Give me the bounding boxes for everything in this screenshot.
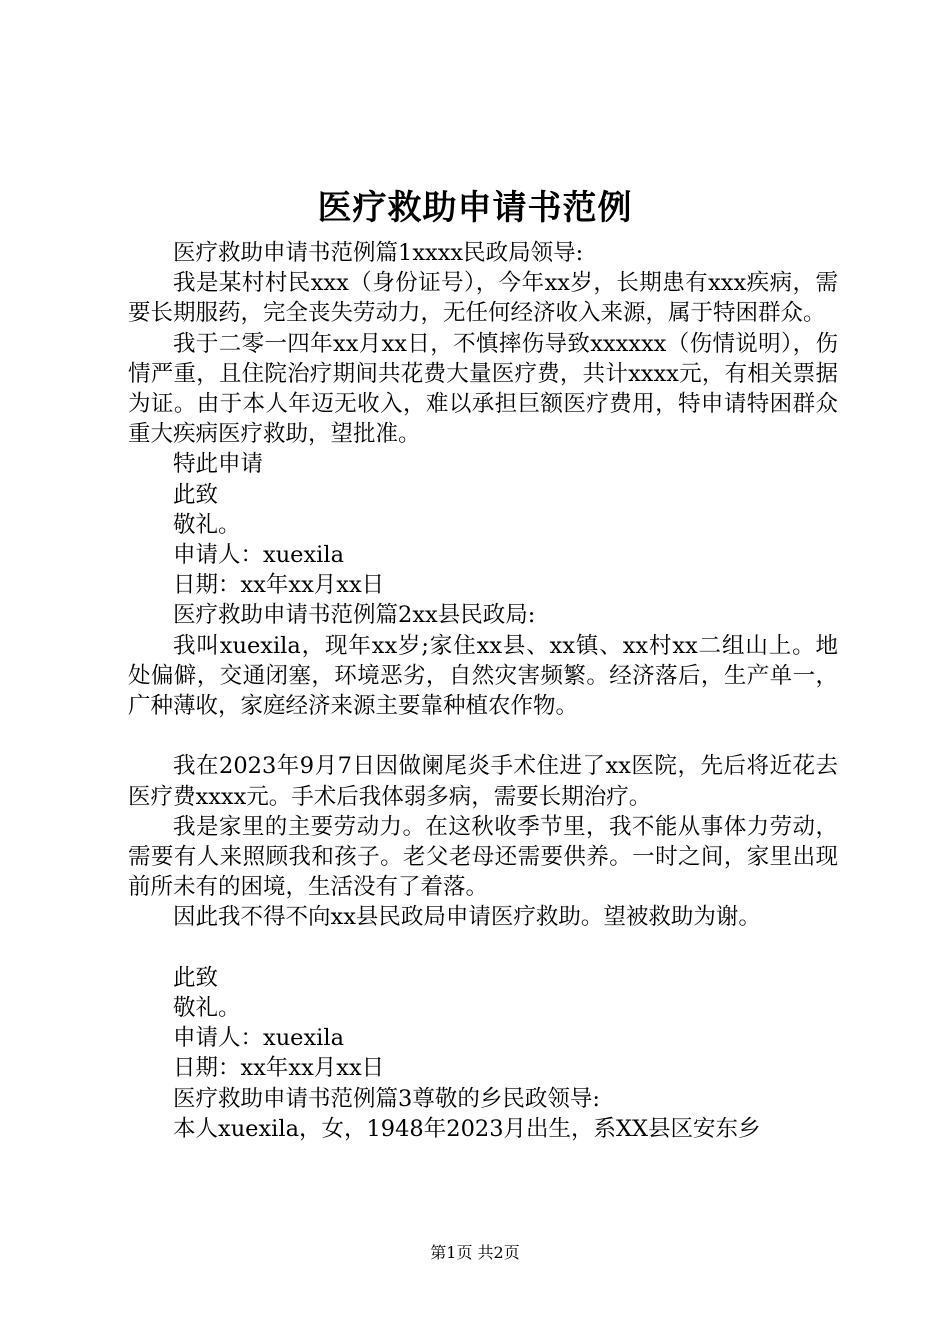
page-number: 第1页 共2页 — [430, 1243, 520, 1262]
paragraph: 我是某村村民xxx（身份证号），今年xx岁，长期患有xxx疾病，需要长期服药，完全丧失劳动力，无任何经济收入来源，属于特困群众。 — [128, 270, 838, 327]
closing-line: 特此申请 — [173, 451, 264, 478]
closing-line: 敬礼。 — [173, 995, 241, 1022]
paragraph: 本人xuexila，女，1948年2023月出生，系XX县区安东乡 — [173, 1115, 761, 1142]
paragraph: 我叫xuexila，现年xx岁;家住xx县、xx镇、xx村xx二组山上。地处偏僻，交通闭塞，环境恶劣，自然灾害频繁。经济落后，生产单一，广种薄收，家庭经济来源主要靠种植农作物。 — [128, 632, 838, 720]
paragraph-heading-2: 医疗救助申请书范例篇2xx县民政局: — [173, 602, 536, 629]
closing-line: 此致 — [173, 964, 219, 991]
date-line: 日期：xx年xx月xx日 — [173, 572, 385, 599]
paragraph-heading-1: 医疗救助申请书范例篇1xxxx民政局领导: — [173, 240, 584, 266]
paragraph: 我于二零一四年xx月xx日，不慎摔伤导致xxxxxx（伤情说明），伤情严重，且住院治疗期间共花费大量医疗费，共计xxxx元，有相关票据为证。由于本人年迈无收入，难以承担巨额医疗费用，特申请特困群众重大疾病医疗救助，望批准。 — [128, 330, 838, 448]
applicant-line: 申请人：xuexila — [173, 1025, 344, 1052]
document-title: 医疗救助申请书范例 — [317, 188, 633, 228]
document-body — [128, 238, 838, 1144]
date-line: 日期：xx年xx月xx日 — [173, 1055, 385, 1082]
blank-line — [128, 721, 838, 751]
paragraph: 因此我不得不向xx县民政局申请医疗救助。望被救助为谢。 — [173, 904, 761, 931]
paragraph: 我是家里的主要劳动力。在这秋收季节里，我不能从事体力劳动，需要有人来照顾我和孩子。老父老母还需要供养。一时之间，家里出现前所未有的困境，生活没有了着落。 — [128, 813, 838, 901]
paragraph: 我在2023年9月7日因做阑尾炎手术住进了xx医院，先后将近花去医疗费xxxx元。手术后我体弱多病，需要长期治疗。 — [128, 753, 838, 810]
closing-line: 此致 — [173, 481, 219, 508]
blank-line — [128, 933, 838, 963]
paragraph-heading-3: 医疗救助申请书范例篇3尊敬的乡民政领导: — [173, 1085, 600, 1112]
applicant-line: 申请人：xuexila — [173, 542, 344, 569]
closing-line: 敬礼。 — [173, 511, 241, 538]
